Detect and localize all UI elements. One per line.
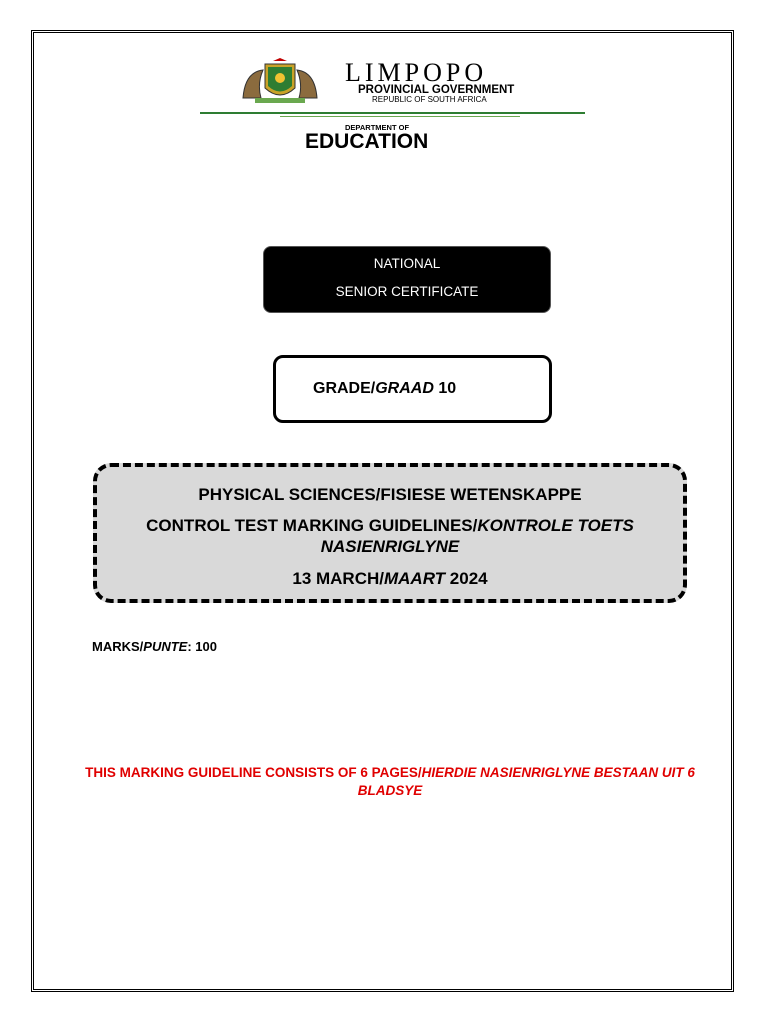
test-date: 13 MARCH/MAART 2024 bbox=[292, 569, 488, 588]
government-name: PROVINCIAL GOVERNMENT bbox=[358, 84, 515, 96]
coat-of-arms-icon bbox=[235, 58, 325, 106]
page-count-notice: THIS MARKING GUIDELINE CONSISTS OF 6 PAGES/HIERDIE NASIENRIGLYNE BESTAAN UIT 6 BLADSYE bbox=[85, 765, 695, 798]
test-title: CONTROL TEST MARKING GUIDELINES/KONTROLE TOETS NASIENRIGLYNE bbox=[146, 516, 634, 556]
department-name: EDUCATION bbox=[305, 130, 429, 153]
subject-title: PHYSICAL SCIENCES/FISIESE WETENSKAPPE bbox=[198, 485, 582, 504]
certificate-line-1: NATIONAL bbox=[373, 256, 441, 271]
grade-heading: GRADE/GRAAD 10 bbox=[313, 380, 457, 397]
country-name: REPUBLIC OF SOUTH AFRICA bbox=[372, 95, 487, 104]
marks-total: MARKS/PUNTE: 100 bbox=[92, 639, 217, 654]
divider-line-thin bbox=[280, 116, 520, 117]
department-of-label: DEPARTMENT OF bbox=[345, 123, 410, 132]
divider-line bbox=[200, 112, 585, 114]
province-name: LIMPOPO bbox=[345, 58, 488, 87]
title-box bbox=[93, 463, 687, 603]
grade-box bbox=[273, 355, 552, 423]
certificate-line-2: SENIOR CERTIFICATE bbox=[335, 284, 479, 299]
department-logo bbox=[140, 50, 650, 168]
certificate-box bbox=[263, 246, 551, 313]
